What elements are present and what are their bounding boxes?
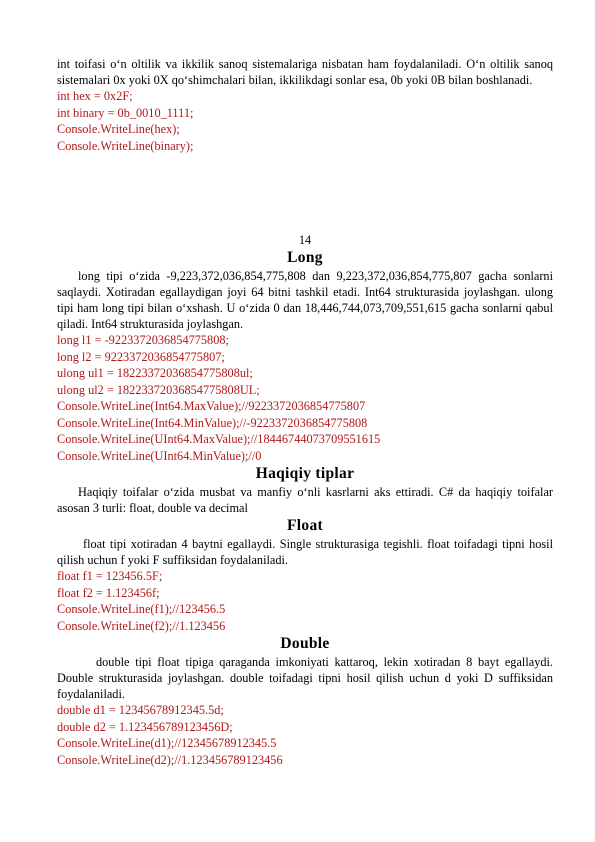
long-paragraph: long tipi o‘zida -9,223,372,036,854,775,808 dan 9,223,372,036,854,775,807 gacha sonlarni saqlaydi. Xotiradan egallaydigan joyi 64 bitni tashkil etadi. Int64 strukturasida joylashgan. ulong tipi ham long tipi bilan o‘xshash. U o‘zida 0 dan 18,446,744,073,709,551,615 gacha sonlarni qabul qiladi. Int64 strukturasida joylashgan. xyxy=(57,269,553,331)
section-heading-double: Double xyxy=(280,635,330,652)
long-code-block xyxy=(57,332,553,464)
code-line: double d1 = 12345678912345.5d; xyxy=(57,703,224,717)
code-line: double d2 = 1.123456789123456D; xyxy=(57,719,233,734)
code-line: long l1 = -9223372036854775808; xyxy=(57,333,229,347)
code-line: ulong ul2 = 18223372036854775808UL; xyxy=(57,382,260,397)
code-line: long l2 = 9223372036854775807; xyxy=(57,349,225,364)
code-line: Console.WriteLine(hex); xyxy=(57,122,180,136)
code-line: int binary = 0b_0010_1111; xyxy=(57,105,194,120)
page-number: 14 xyxy=(298,233,312,247)
float-paragraph: float tipi xotiradan 4 baytni egallaydi. Single strukturasiga tegishli. float toifadagi tipni hosil qilish uchun f yoki F suffiksidan foydalaniladi. xyxy=(57,537,553,567)
double-paragraph: double tipi float tipiga qaraganda imkoniyati kattaroq, lekin xotiradan 8 bayt egallaydi. Double strukturasida joylashgan. double toifadagi tipni hosil qilish uchun d yoki D suffiksidan foydalaniladi. xyxy=(57,655,553,701)
section-heading-real-types: Haqiqiy tiplar xyxy=(255,465,355,482)
code-line: Console.WriteLine(d2);//1.123456789123456 xyxy=(57,752,283,767)
section-heading-float: Float xyxy=(287,517,323,534)
code-line: Console.WriteLine(UInt64.MinValue);//0 xyxy=(57,448,262,463)
intro-code-block xyxy=(57,88,553,154)
code-line: int hex = 0x2F; xyxy=(57,89,133,103)
code-line: float f1 = 123456.5F; xyxy=(57,569,163,583)
intro-paragraph: int toifasi o‘n oltilik va ikkilik sanoq sistemalariga nisbatan ham foydalaniladi. O‘n oltilik sanoq sistemalari 0x yoki 0X qo‘shimchalari bilan, ikkilikdagi sonlar esa, 0b yoki 0B bilan boshlanadi. xyxy=(57,57,553,87)
code-line: Console.WriteLine(d1);//12345678912345.5 xyxy=(57,736,277,750)
code-line: Console.WriteLine(f2);//1.123456 xyxy=(57,618,226,633)
document-page xyxy=(57,56,553,768)
section-heading-long: Long xyxy=(287,249,323,266)
code-line: Console.WriteLine(Int64.MaxValue);//9223372036854775807 xyxy=(57,399,366,413)
code-line: Console.WriteLine(Int64.MinValue);//-9223372036854775808 xyxy=(57,415,368,430)
code-line: Console.WriteLine(UInt64.MaxValue);//18446744073709551615 xyxy=(57,432,381,446)
float-code-block xyxy=(57,568,553,634)
code-line: float f2 = 1.123456f; xyxy=(57,585,160,600)
code-line: Console.WriteLine(binary); xyxy=(57,138,194,153)
code-line: ulong ul1 = 18223372036854775808ul; xyxy=(57,366,253,380)
code-line: Console.WriteLine(f1);//123456.5 xyxy=(57,602,226,616)
double-code-block xyxy=(57,702,553,768)
real-types-paragraph: Haqiqiy toifalar o‘zida musbat va manfiy o‘nli kasrlarni aks ettiradi. C# da haqiqiy toifalar asosan 3 turli: float, double va decimal xyxy=(57,485,553,515)
